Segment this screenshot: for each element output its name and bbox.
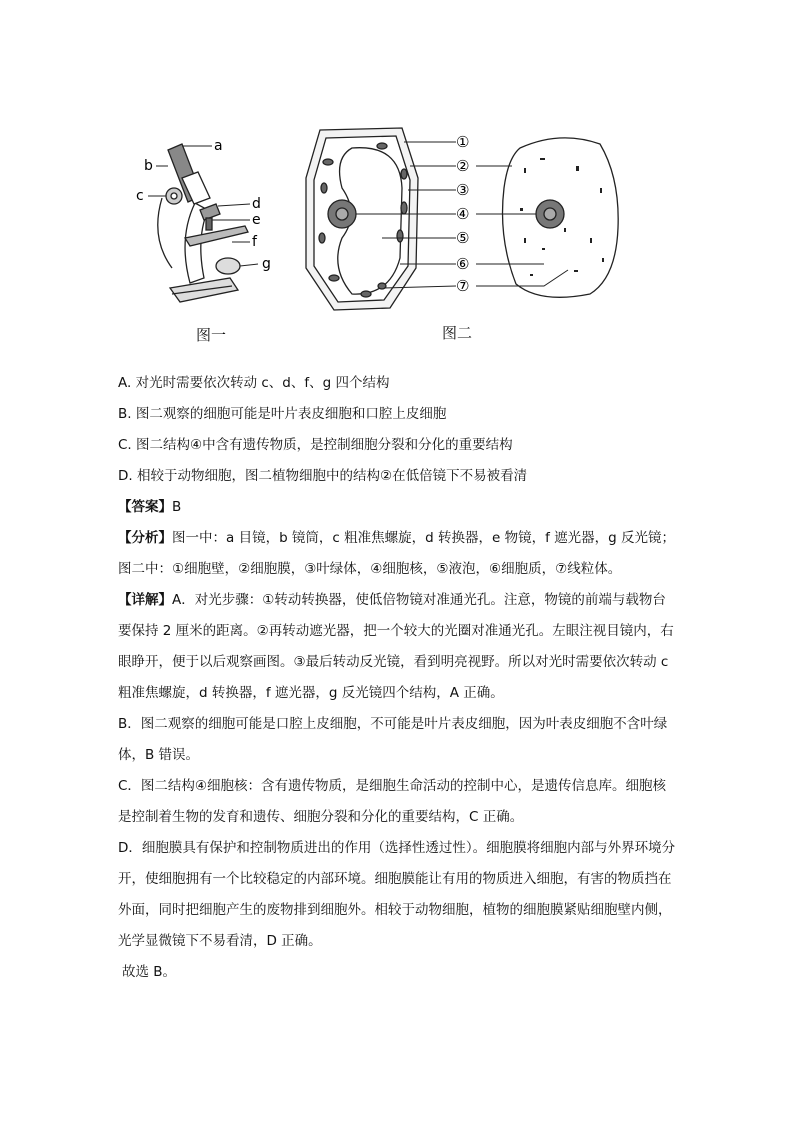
detail-a-text: A．对光步骤：①转动转换器，使低倍物镜对准通光孔。注意，物镜的前端与载物台要保持 2 厘米的距离。②再转动遮光器，把一个较大的光圈对准通光孔。左眼注视目镜内，右眼睁开，便于以后观察画图。③最后转动反光镜，看到明亮视野。所以对光时需要依次转动 c 粗准焦螺旋，d 转换器，f 遮光器，g 反光镜四个结构，A 正确。 xyxy=(118,592,674,701)
label-3: ③ xyxy=(456,181,470,199)
label-7: ⑦ xyxy=(456,277,470,295)
conclusion-line: 故选 B。 xyxy=(122,964,177,980)
option-c: C. 图二结构④中含有遗传物质，是控制细胞分裂和分化的重要结构 xyxy=(118,437,513,453)
answer-tag: 【答案】 xyxy=(118,499,172,515)
label-6: ⑥ xyxy=(456,255,470,273)
analysis-text: 图一中：a 目镜，b 镜筒，c 粗准焦螺旋，d 转换器，e 物镜，f 遮光器，g 反光镜；图二中：①细胞壁，②细胞膜，③叶绿体，④细胞核，⑤液泡，⑥细胞质，⑦线粒体。 xyxy=(118,530,675,577)
label-1: ① xyxy=(456,133,470,151)
animal-cell-drawing xyxy=(476,138,618,297)
label-e: e xyxy=(252,212,261,228)
answer-value: B xyxy=(172,499,182,515)
detail-tag: 【详解】 xyxy=(118,592,172,608)
analysis-paragraph xyxy=(118,523,678,585)
detail-a-paragraph xyxy=(118,585,678,709)
label-4: ④ xyxy=(456,205,470,223)
label-a: a xyxy=(214,138,223,154)
label-g: g xyxy=(262,256,271,272)
analysis-tag: 【分析】 xyxy=(118,530,172,546)
answer-line xyxy=(118,492,678,523)
detail-d-paragraph: D．细胞膜具有保护和控制物质进出的作用（选择性透过性）。细胞膜将细胞内部与外界环境分开，使细胞拥有一个比较稳定的内部环境。细胞膜能让有用的物质进入细胞，有害的物质挡在外面，同时把细胞产生的废物排到细胞外。相较于动物细胞，植物的细胞膜紧贴细胞壁内侧，光学显微镜下不易看清，D 正确。 xyxy=(118,840,676,949)
label-b: b xyxy=(144,158,153,174)
figure2-caption: 图二 xyxy=(442,324,473,342)
label-f: f xyxy=(252,234,257,250)
option-a: A. 对光时需要依次转动 c、d、f、g 四个结构 xyxy=(118,375,390,391)
figure1-caption: 图一 xyxy=(196,326,227,344)
detail-b-paragraph: B．图二观察的细胞可能是口腔上皮细胞，不可能是叶片表皮细胞，因为叶表皮细胞不含叶绿体，B 错误。 xyxy=(118,716,668,763)
figure-area xyxy=(120,118,680,358)
label-d: d xyxy=(252,196,261,212)
label-5: ⑤ xyxy=(456,229,470,247)
label-2: ② xyxy=(456,157,470,175)
label-c: c xyxy=(136,188,144,204)
option-b: B. 图二观察的细胞可能是叶片表皮细胞和口腔上皮细胞 xyxy=(118,406,447,422)
figure-svg xyxy=(120,118,680,358)
plant-cell-drawing xyxy=(306,128,456,310)
option-d: D. 相较于动物细胞，图二植物细胞中的结构②在低倍镜下不易被看清 xyxy=(118,468,528,484)
question-text-block xyxy=(118,368,678,988)
microscope-drawing xyxy=(148,144,258,302)
detail-c-paragraph: C．图二结构④细胞核：含有遗传物质，是细胞生命活动的控制中心，是遗传信息库。细胞核是控制着生物的发育和遗传、细胞分裂和分化的重要结构，C 正确。 xyxy=(118,778,667,825)
